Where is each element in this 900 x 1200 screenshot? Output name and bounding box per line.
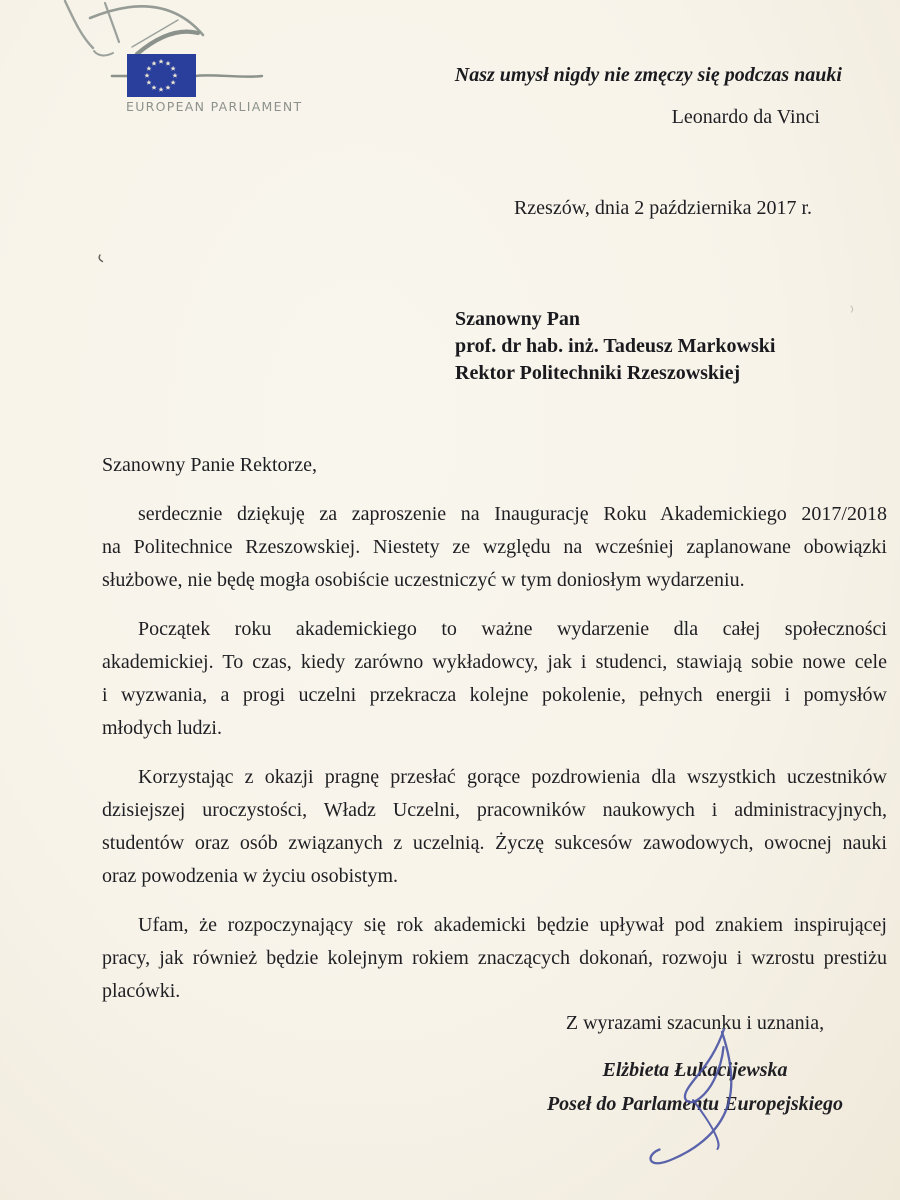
body-paragraph — [102, 909, 887, 1008]
recipient-line: Rektor Politechniki Rzeszowskiej — [455, 362, 741, 384]
recipient-line: prof. dr hab. inż. Tadeusz Markowski — [455, 335, 776, 357]
signer-name: Elżbieta Łukacijewska — [602, 1059, 788, 1081]
recipient-line: Szanowny Pan — [455, 308, 581, 330]
body-paragraph — [102, 761, 887, 893]
body-line: służbowe, nie będę mogła osobiście uczestniczyć w tym doniosłym wydarzeniu. — [102, 569, 745, 591]
european-parliament-logo-icon — [55, 0, 395, 175]
body-line: Ufam, że rozpoczynający się rok akademicki będzie upływał pod znakiem inspirującej — [138, 914, 887, 936]
closing-block — [480, 1007, 900, 1121]
body-line: pracy, jak również będzie kolejnym rokiem znaczących dokonań, rozwoju i wzrostu prestiżu — [102, 947, 887, 969]
motto-attribution: Leonardo da Vinci — [671, 106, 820, 128]
letterhead-motto: Nasz umysł nigdy nie zmęczy się podczas nauki — [454, 64, 842, 86]
body-line: studentów oraz osób związanych z uczelnią. Życzę sukcesów zawodowych, owocnej nauki — [102, 832, 887, 854]
body-line: oraz powodzenia w życiu osobistym. — [102, 865, 399, 887]
body-line: serdecznie dziękuję za zaproszenie na Inaugurację Roku Akademickiego 2017/2018 — [138, 503, 887, 525]
recipient-block — [455, 306, 775, 387]
eu-flag-icon — [127, 54, 196, 97]
body-line: i wyzwania, a progi uczelni przekracza kolejne pokolenie, pełnych energii i pomysłów — [102, 684, 887, 706]
body-line: Początek roku akademickiego to ważne wydarzenie dla całej społeczności — [138, 618, 887, 640]
body-paragraph — [102, 498, 887, 597]
letter-body — [102, 449, 887, 1008]
salutation: Szanowny Panie Rektorze, — [102, 454, 317, 476]
body-line: młodych ludzi. — [102, 717, 222, 739]
place-and-date-line: Rzeszów, dnia 2 października 2017 r. — [513, 197, 812, 219]
body-paragraph — [102, 613, 887, 745]
body-line: Korzystając z okazji pragnę przesłać gorące pozdrowienia dla wszystkich uczestników — [138, 766, 887, 788]
valediction: Z wyrazami szacunku i uznania, — [565, 1012, 825, 1034]
body-line: dzisiejszej uroczystości, Władz Uczelni, pracowników naukowych i administracyjnych, — [102, 799, 887, 821]
body-line: placówki. — [102, 980, 181, 1002]
body-line: na Politechnice Rzeszowskiej. Niestety ze względu na wcześniej zaplanowane obowiązki — [102, 536, 887, 558]
body-line: akademickiej. To czas, kiedy zarówno wykładowcy, jak i studenci, stawiają sobie nowe cele — [102, 651, 887, 673]
logo-institution-label: EUROPEAN PARLIAMENT — [126, 99, 303, 114]
signer-title: Poseł do Parlamentu Europejskiego — [546, 1093, 844, 1115]
